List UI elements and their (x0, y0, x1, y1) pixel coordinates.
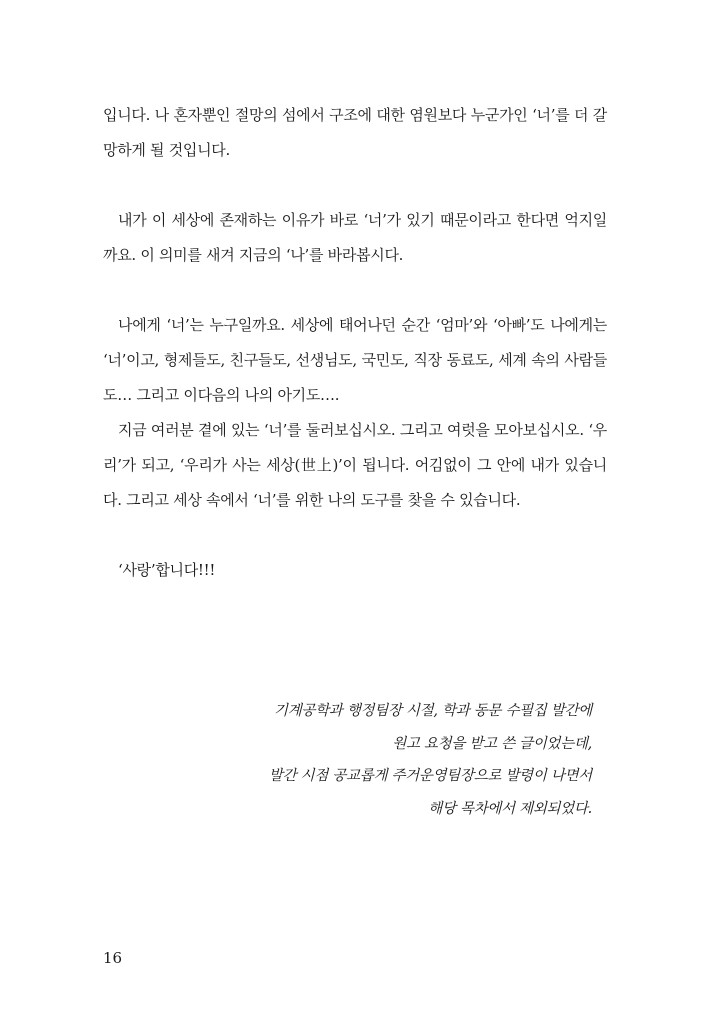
paragraph-gap (103, 273, 607, 308)
author-note-line: 발간 시점 공교롭게 주거운영팀장으로 발령이 나면서 (268, 768, 592, 784)
essay-body (103, 98, 607, 588)
author-note-line: 해당 목차에서 제외되었다. (428, 800, 592, 817)
paragraph-3: 나에게 ‘너’는 누구일까요. 세상에 태어나던 순간 ‘엄마’와 ‘아빠’도 나에게는 ‘너’이고, 형제들도, 친구들도, 선생님도, 국민도, 직장 동료도, 세계 속의 사람들도… 그리고 이다음의 나의 아기도…. (103, 316, 607, 404)
paragraph-gap (103, 168, 607, 203)
author-note-line: 원고 요청을 받고 쓴 글이었는데, (392, 735, 592, 752)
paragraph-5: ‘사랑’합니다!!! (118, 561, 216, 579)
paragraph-2: 내가 이 세상에 존재하는 이유가 바로 ‘너’가 있기 때문이라고 한다면 억지일까요. 이 의미를 새겨 지금의 ‘나’를 바라봅시다. (103, 211, 607, 264)
paragraph-gap (103, 518, 607, 553)
paragraph-4: 지금 여러분 곁에 있는 ‘너’를 둘러보십시오. 그리고 여럿을 모아보십시오. ‘우리’가 되고, ‘우리가 사는 세상(世上)’이 됩니다. 어김없이 그 안에 내가 있습니다. 그리고 세상 속에서 ‘너’를 위한 나의 도구를 찾을 수 있습니다. (103, 421, 607, 509)
author-note-line: 기계공학과 행정팀장 시절, 학과 동문 수필집 발간에 (273, 703, 592, 719)
author-note (180, 695, 592, 825)
paragraph-1: 입니다. 나 혼자뿐인 절망의 섬에서 구조에 대한 염원보다 누군가인 ‘너’를 더 갈망하게 될 것입니다. (103, 106, 607, 159)
page-number: 16 (103, 949, 123, 967)
